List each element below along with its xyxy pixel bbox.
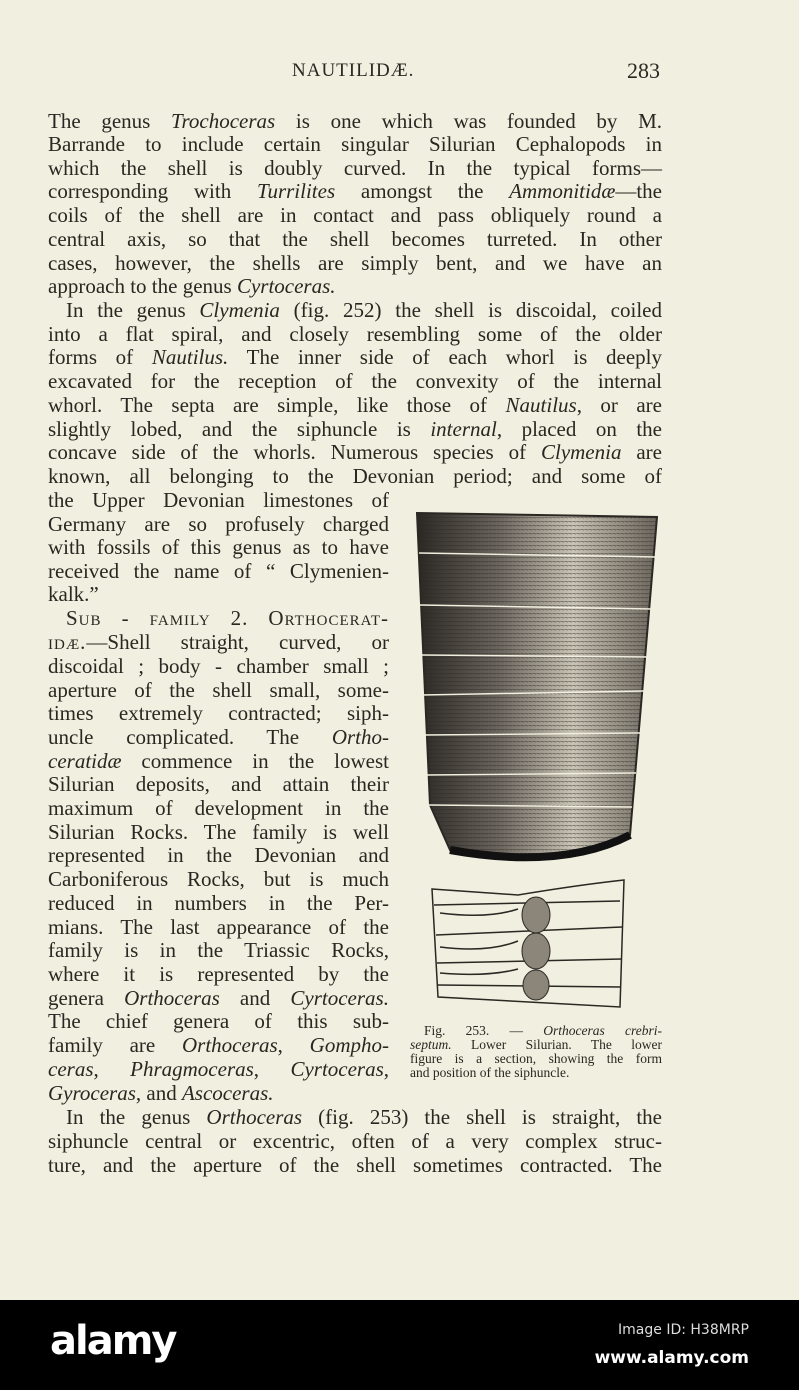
text-segment: commence in the lowest — [121, 749, 389, 773]
text-segment: Cyrtoceras. — [236, 274, 336, 298]
text-line — [48, 867, 389, 891]
text-line — [48, 1057, 389, 1081]
text-line — [48, 843, 389, 867]
text-segment: , — [383, 1057, 390, 1081]
text-segment: approach to the genus — [48, 274, 237, 298]
text-line — [48, 796, 389, 820]
text-segment: Clymenia — [540, 440, 622, 464]
text-segment: figure is a section, showing the form — [410, 1051, 662, 1066]
text-line — [48, 582, 389, 606]
text-segment: family are — [48, 1033, 182, 1057]
text-line — [48, 1009, 389, 1033]
text-segment: Lower Silurian. The lower — [451, 1037, 662, 1052]
text-line — [48, 393, 662, 417]
text-segment: , — [93, 1057, 131, 1081]
text-segment: family is in the Triassic Rocks, — [48, 938, 389, 962]
text-segment: ture, and the aperture of the shell sometimes contracted. The — [48, 1153, 662, 1177]
text-line — [48, 915, 389, 939]
text-segment: Orthoceras crebri- — [543, 1023, 662, 1038]
text-segment: coils of the shell are in contact and pass obliquely round a — [48, 203, 662, 227]
text-segment: Barrande to include certain singular Silurian Cephalopods in — [48, 132, 662, 156]
text-segment: Ammonitidæ — [509, 179, 616, 203]
text-segment: with fossils of this genus as to have — [48, 535, 389, 559]
text-segment: cases, however, the shells are simply bent, and we have an — [48, 251, 662, 275]
text-line — [48, 1105, 662, 1129]
text-line — [48, 749, 389, 773]
text-line — [48, 938, 389, 962]
text-line — [48, 1033, 389, 1057]
text-line — [48, 1129, 662, 1153]
text-segment: and position of the siphuncle. — [410, 1065, 570, 1080]
text-segment: discoidal ; body - chamber small ; — [48, 654, 389, 678]
watermark-bar — [0, 1300, 799, 1390]
text-segment: Nautilus — [505, 393, 577, 417]
text-segment: Gyroceras — [48, 1081, 136, 1105]
text-segment: kalk.” — [48, 582, 99, 606]
text-line — [48, 512, 389, 536]
text-segment: and — [219, 986, 291, 1010]
text-segment: Ortho- — [331, 725, 389, 749]
text-segment: In the genus — [66, 1105, 207, 1129]
text-segment: septum. — [410, 1037, 452, 1052]
text-line — [48, 488, 389, 512]
text-segment: The genus — [48, 109, 171, 133]
text-line — [48, 535, 389, 559]
text-line — [48, 251, 662, 275]
text-line — [48, 772, 389, 796]
text-segment: genera — [48, 986, 125, 1010]
text-segment: represented in the Devonian and — [48, 843, 389, 867]
text-segment: Nautilus. — [151, 345, 229, 369]
text-segment: Orthoceras — [206, 1105, 303, 1129]
text-line — [48, 369, 662, 393]
running-title: NAUTILIDÆ. — [292, 60, 415, 81]
text-segment: Germany are so profusely charged — [48, 512, 389, 536]
text-segment: corresponding with — [48, 179, 257, 203]
caption-line — [410, 1052, 662, 1066]
alamy-logo: alamy — [50, 1318, 176, 1364]
text-segment: Fig. 253. — — [424, 1023, 544, 1038]
text-line — [48, 179, 662, 203]
text-line — [48, 345, 662, 369]
text-segment: forms of — [48, 345, 152, 369]
text-segment: where it is represented by the — [48, 962, 389, 986]
text-segment: is one which was founded by M. — [275, 109, 662, 133]
text-segment: Clymenia — [199, 298, 280, 322]
text-segment: Cyrtoceras. — [290, 986, 389, 1010]
text-segment: Orthoceras — [181, 1033, 278, 1057]
text-segment: excavated for the reception of the convexity of the internal — [48, 369, 662, 393]
text-segment: aperture of the shell small, some- — [48, 678, 389, 702]
text-segment: Orthoceras — [124, 986, 220, 1010]
text-line — [48, 820, 389, 844]
text-line — [48, 440, 662, 464]
text-segment: ceras — [48, 1057, 94, 1081]
text-segment: Carboniferous Rocks, but is much — [48, 867, 389, 891]
text-line — [48, 132, 662, 156]
caption-line — [424, 1024, 662, 1038]
text-segment: the Upper Devonian limestones of — [48, 488, 389, 512]
text-line — [48, 298, 662, 322]
text-segment: The chief genera of this sub- — [48, 1009, 389, 1033]
text-line — [48, 678, 389, 702]
text-segment: maximum of development in the — [48, 796, 389, 820]
caption-line — [410, 1066, 662, 1080]
text-segment: , placed on the — [496, 417, 662, 441]
text-line — [48, 654, 389, 678]
text-line — [48, 701, 389, 725]
text-segment: Sub - family 2. Orthocerat- — [66, 606, 389, 630]
text-line — [48, 417, 662, 441]
text-line — [48, 725, 389, 749]
text-line — [48, 962, 389, 986]
text-segment: , or are — [576, 393, 662, 417]
text-segment: , — [253, 1057, 291, 1081]
text-line — [48, 630, 389, 654]
text-segment: (fig. 252) the shell is discoidal, coiled — [279, 298, 662, 322]
text-segment: ceratidæ — [48, 749, 122, 773]
text-segment: uncle complicated. The — [48, 725, 332, 749]
orthoceras-exterior-figure — [412, 505, 662, 875]
text-segment: , — [277, 1033, 310, 1057]
text-segment: Silurian Rocks. The family is well — [48, 820, 389, 844]
text-line — [48, 606, 389, 630]
text-line — [48, 464, 662, 488]
text-segment: Silurian deposits, and attain their — [48, 772, 389, 796]
page-number: 283 — [627, 58, 660, 83]
text-segment: Phragmoceras — [130, 1057, 254, 1081]
text-segment: —Shell straight, curved, or — [86, 630, 389, 654]
text-line — [48, 203, 662, 227]
text-segment: whorl. The septa are simple, like those of — [48, 393, 506, 417]
text-line — [48, 109, 662, 133]
text-segment: reduced in numbers in the Per- — [48, 891, 389, 915]
text-line — [48, 156, 662, 180]
text-segment: Ascoceras. — [181, 1081, 274, 1105]
text-line — [48, 891, 389, 915]
text-segment: are — [621, 440, 663, 464]
text-segment: central axis, so that the shell becomes turreted. In other — [48, 227, 662, 251]
text-segment: , and — [135, 1081, 182, 1105]
text-segment: known, all belonging to the Devonian period; and some of — [48, 464, 662, 488]
text-segment: times extremely contracted; siph- — [48, 701, 389, 725]
text-segment: slightly lobed, and the siphuncle is — [48, 417, 431, 441]
text-segment: Turrilites — [256, 179, 336, 203]
text-line — [48, 986, 389, 1010]
text-segment: concave side of the whorls. Numerous species of — [48, 440, 541, 464]
text-segment: received the name of “ Clymenien- — [48, 559, 389, 583]
text-segment: mians. The last appearance of the — [48, 915, 389, 939]
text-line — [48, 274, 662, 298]
image-id: Image ID: H38MRP — [618, 1322, 749, 1338]
caption-line — [410, 1038, 662, 1052]
text-segment: internal — [430, 417, 497, 441]
text-segment: amongst the — [335, 179, 510, 203]
text-line — [48, 1081, 389, 1105]
text-line — [48, 227, 662, 251]
text-segment: (fig. 253) the shell is straight, the — [302, 1105, 662, 1129]
text-segment: The inner side of each whorl is deeply — [228, 345, 662, 369]
text-line — [48, 1153, 662, 1177]
text-segment: idæ. — [48, 630, 87, 654]
orthoceras-section-figure — [428, 875, 628, 1015]
text-segment: Gompho- — [309, 1033, 389, 1057]
text-segment: Cyrtoceras — [290, 1057, 384, 1081]
text-line — [48, 322, 662, 346]
text-segment: Trochoceras — [171, 109, 276, 133]
text-line — [48, 559, 389, 583]
text-segment: which the shell is doubly curved. In the typical forms— — [48, 156, 662, 180]
text-segment: siphuncle central or excentric, often of a very complex struc- — [48, 1129, 662, 1153]
watermark-url: www.alamy.com — [594, 1348, 749, 1368]
text-segment: —the — [615, 179, 662, 203]
text-segment: In the genus — [66, 298, 200, 322]
text-segment: into a flat spiral, and closely resembling some of the older — [48, 322, 662, 346]
